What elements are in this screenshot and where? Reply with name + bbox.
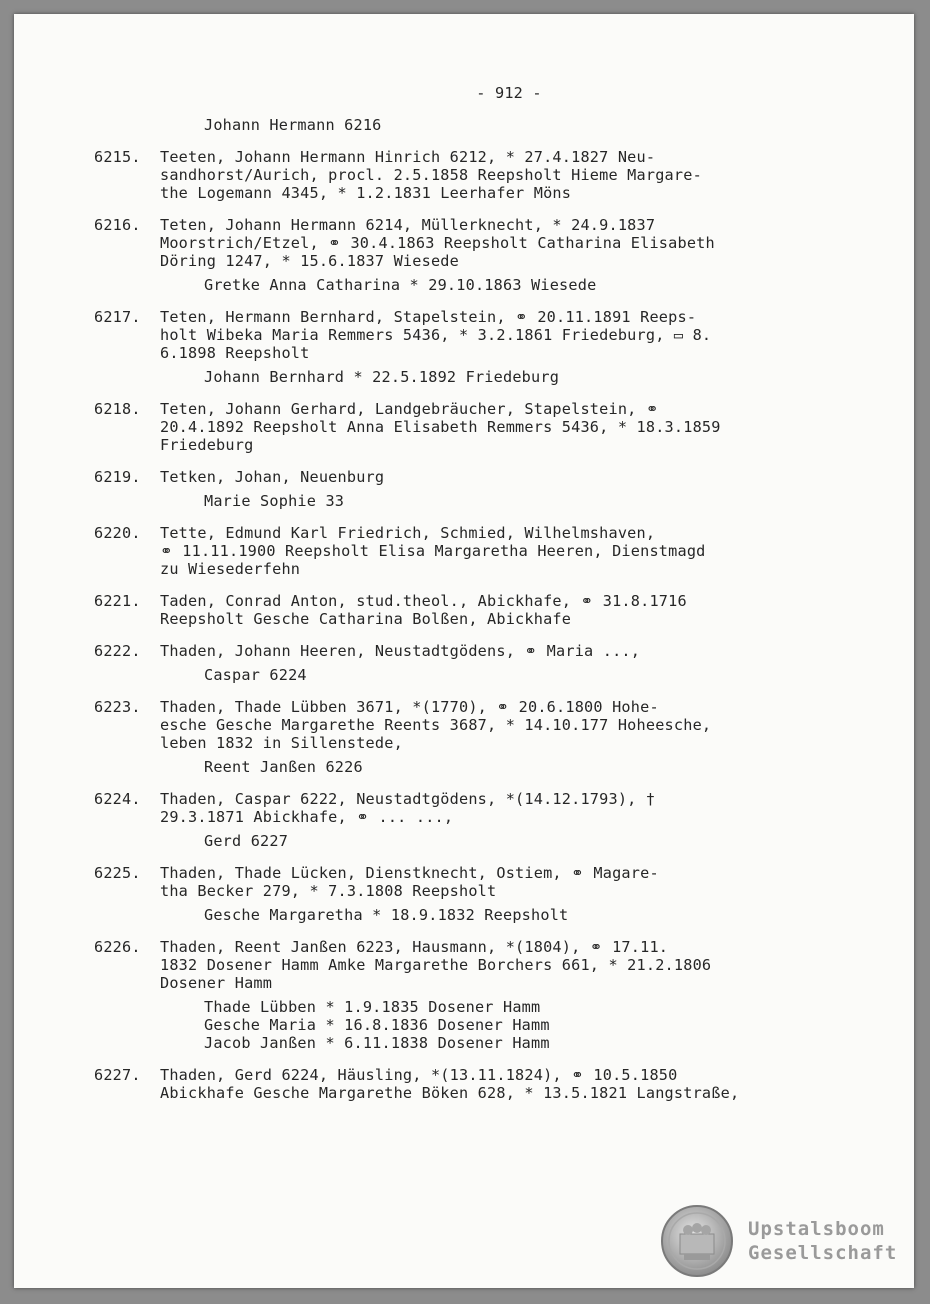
genealogy-entry (94, 592, 854, 628)
entry-line: sandhorst/Aurich, procl. 2.5.1858 Reepsholt Hieme Margare- (160, 166, 702, 184)
entry-line: Tette, Edmund Karl Friedrich, Schmied, Wilhelmshaven, (160, 524, 656, 542)
entry-line: 20.4.1892 Reepsholt Anna Elisabeth Remmers 5436, * 18.3.1859 (160, 418, 721, 436)
entry-number: 6227. (94, 1066, 141, 1084)
entry-line: esche Gesche Margarethe Reents 3687, * 14.10.177 Hoheesche, (160, 716, 712, 734)
entry-body (160, 790, 854, 850)
child-entry: Gretke Anna Catharina * 29.10.1863 Wiesede (204, 276, 597, 294)
child-entry: Caspar 6224 (204, 666, 307, 684)
entry-line: Teten, Johann Gerhard, Landgebräucher, Stapelstein, ⚭ (160, 400, 659, 418)
entry-number: 6219. (94, 468, 141, 486)
entry-line: Abickhafe Gesche Margarethe Böken 628, * 13.5.1821 Langstraße, (160, 1084, 740, 1102)
entry-body (160, 1066, 854, 1102)
entry-body (160, 938, 854, 1052)
society-name (748, 1217, 897, 1265)
genealogy-entry (94, 524, 854, 578)
entry-line: 6.1898 Reepsholt (160, 344, 310, 362)
entry-line: Teten, Johann Hermann 6214, Müllerknecht, * 24.9.1837 (160, 216, 656, 234)
child-entry: Reent Janßen 6226 (204, 758, 363, 776)
entry-number: 6220. (94, 524, 141, 542)
entry-body (160, 468, 854, 510)
entry-number: 6221. (94, 592, 141, 610)
child-entry: Gerd 6227 (204, 832, 289, 850)
entry-line: Thaden, Thade Lücken, Dienstknecht, Ostiem, ⚭ Magare- (160, 864, 659, 882)
entry-line: Thaden, Thade Lübben 3671, *(1770), ⚭ 20.6.1800 Hohe- (160, 698, 659, 716)
entry-line: Taden, Conrad Anton, stud.theol., Abickhafe, ⚭ 31.8.1716 (160, 592, 687, 610)
entry-line: holt Wibeka Maria Remmers 5436, * 3.2.1861 Friedeburg, ▭ 8. (160, 326, 712, 344)
logo-line-1: Upstalsboom (748, 1218, 885, 1240)
entry-line: Thaden, Reent Janßen 6223, Hausmann, *(1804), ⚭ 17.11. (160, 938, 669, 956)
society-logo (660, 1204, 897, 1278)
child-entry: Marie Sophie 33 (204, 492, 345, 510)
child-entry: Thade Lübben * 1.9.1835 Dosener Hamm (204, 998, 541, 1016)
carry-over-child: Johann Hermann 6216 (204, 116, 382, 134)
genealogy-entry (94, 864, 854, 924)
entry-line: Thaden, Caspar 6222, Neustadtgödens, *(14.12.1793), † (160, 790, 656, 808)
genealogy-entry (94, 468, 854, 510)
entry-body (160, 864, 854, 924)
entry-line: Reepsholt Gesche Catharina Bolßen, Abickhafe (160, 610, 572, 628)
entry-number: 6218. (94, 400, 141, 418)
entry-number: 6224. (94, 790, 141, 808)
entry-line: 29.3.1871 Abickhafe, ⚭ ... ..., (160, 808, 454, 826)
entry-line: zu Wiesederfehn (160, 560, 301, 578)
entry-line: Thaden, Johann Heeren, Neustadtgödens, ⚭ Maria ..., (160, 642, 641, 660)
entry-number: 6222. (94, 642, 141, 660)
entry-body (160, 524, 854, 578)
entry-line: Friedeburg (160, 436, 254, 454)
entry-body (160, 592, 854, 628)
document-content (94, 84, 854, 1102)
entry-list (94, 148, 854, 1102)
entry-line: Moorstrich/Etzel, ⚭ 30.4.1863 Reepsholt Catharina Elisabeth (160, 234, 715, 252)
genealogy-entry (94, 308, 854, 386)
entry-number: 6217. (94, 308, 141, 326)
seal-icon (660, 1204, 734, 1278)
entry-body (160, 308, 854, 386)
genealogy-entry (94, 790, 854, 850)
entry-body (160, 698, 854, 776)
page-number: - 912 - (476, 84, 542, 102)
entry-line: Teten, Hermann Bernhard, Stapelstein, ⚭ 20.11.1891 Reeps- (160, 308, 697, 326)
genealogy-entry (94, 1066, 854, 1102)
entry-line: leben 1832 in Sillenstede, (160, 734, 403, 752)
entry-number: 6223. (94, 698, 141, 716)
child-entry: Jacob Janßen * 6.11.1838 Dosener Hamm (204, 1034, 550, 1052)
entry-line: Dosener Hamm (160, 974, 273, 992)
genealogy-entry (94, 400, 854, 454)
genealogy-entry (94, 148, 854, 202)
entry-body (160, 216, 854, 294)
entry-line: 1832 Dosener Hamm Amke Margarethe Borchers 661, * 21.2.1806 (160, 956, 712, 974)
child-entry: Gesche Maria * 16.8.1836 Dosener Hamm (204, 1016, 550, 1034)
entry-body (160, 400, 854, 454)
entry-line: tha Becker 279, * 7.3.1808 Reepsholt (160, 882, 497, 900)
entry-number: 6215. (94, 148, 141, 166)
entry-line: Tetken, Johan, Neuenburg (160, 468, 385, 486)
genealogy-entry (94, 938, 854, 1052)
genealogy-entry (94, 698, 854, 776)
entry-line: Döring 1247, * 15.6.1837 Wiesede (160, 252, 459, 270)
entry-body (160, 642, 854, 684)
entry-line: Thaden, Gerd 6224, Häusling, *(13.11.1824), ⚭ 10.5.1850 (160, 1066, 678, 1084)
document-page (14, 14, 914, 1288)
genealogy-entry (94, 642, 854, 684)
entry-line: the Logemann 4345, * 1.2.1831 Leerhafer Möns (160, 184, 572, 202)
entry-line: Teeten, Johann Hermann Hinrich 6212, * 27.4.1827 Neu- (160, 148, 656, 166)
logo-line-2: Gesellschaft (748, 1242, 898, 1264)
genealogy-entry (94, 216, 854, 294)
entry-body (160, 148, 854, 202)
entry-number: 6225. (94, 864, 141, 882)
entry-line: ⚭ 11.11.1900 Reepsholt Elisa Margaretha Heeren, Dienstmagd (160, 542, 706, 560)
child-entry: Gesche Margaretha * 18.9.1832 Reepsholt (204, 906, 569, 924)
child-entry: Johann Bernhard * 22.5.1892 Friedeburg (204, 368, 560, 386)
entry-number: 6226. (94, 938, 141, 956)
entry-number: 6216. (94, 216, 141, 234)
